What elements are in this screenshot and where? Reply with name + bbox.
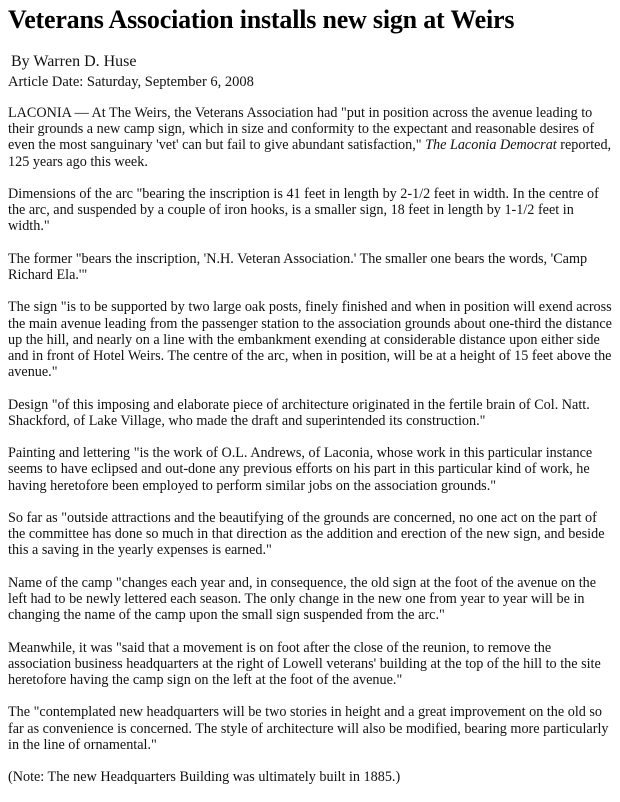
paragraph-inscription: The former "bears the inscription, 'N.H. Veteran Association.' The smaller one bears the words, 'Camp Richard Ela.'" <box>8 250 588 283</box>
paragraph-movement: Meanwhile, it was "said that a movement is on foot after the close of the reunion, to remove the association business headquarters at the right of Lowell veterans' building at the top of the hill to the site heretofore having the camp sign on the left at the foot of the avenue." <box>8 639 601 688</box>
byline: By Warren D. Huse <box>11 53 137 70</box>
paragraph-camp-name: Name of the camp "changes each year and, in consequence, the old sign at the foot of the avenue on the left had to be newly lettered each season. The only change in the new one from year to year will be in changing the name of the camp upon the small sign suspended from the arc." <box>8 574 597 624</box>
paragraph-attractions: So far as "outside attractions and the beautifying of the grounds are concerned, no one act on the part of the committee has done so much in that direction as the addition and erection of the new sign, and beside this a saving in the yearly expenses is earned." <box>8 509 605 559</box>
article-date: Article Date: Saturday, September 6, 2008 <box>8 74 254 90</box>
paragraph-lead <box>8 105 614 170</box>
paragraph-painting: Painting and lettering "is the work of O.L. Andrews, of Laconia, whose work in this particular instance seems to have eclipsed and out-done any previous efforts on his part in this particular kind of work, he having heretofore been employed to perform similar jobs on the association grounds." <box>8 445 593 494</box>
publication-name: The Laconia Democrat <box>425 137 557 154</box>
article-body <box>8 105 614 785</box>
lead-text-end: reported, 125 years ago this week. <box>8 137 612 170</box>
paragraph-support: The sign "is to be supported by two large oak posts, finely finished and when in position will exend across the main avenue leading from the passenger station to the association grounds about one-third the distance up the hill, and nearly on a line with the embankment exending at considerable distance upon either side and in front of Hotel Weirs. The centre of the arc, when in position, will be at a height of 15 feet above the avenue." <box>8 299 612 381</box>
lead-text: LACONIA — At The Weirs, the Veterans Association had "put in position across the avenue leading to their grounds a new camp sign, which in size and conformity to the expectant and reasonable desires of even the most sanguinary 'vet' can but fail to give abundant satisfaction," <box>8 105 595 154</box>
paragraph-dimensions: Dimensions of the arc "bearing the inscription is 41 feet in length by 2-1/2 feet in width. In the centre of the arc, and suspended by a couple of iron hooks, is a smaller sign, 18 feet in length by 1-1/2 feet in width." <box>8 186 599 235</box>
paragraph-headquarters: The "contemplated new headquarters will be two stories in height and a great improvement on the old so far as convenience is concerned. The style of architecture will also be modified, bearing more particularly in the line of ornamental." <box>8 704 609 753</box>
article-title: Veterans Association installs new sign at Weirs <box>8 5 515 34</box>
paragraph-design: Design "of this imposing and elaborate piece of architecture originated in the fertile brain of Col. Natt. Shackford, of Lake Village, who made the draft and superintended its construction." <box>8 396 590 429</box>
paragraph-note: (Note: The new Headquarters Building was ultimately built in 1885.) <box>8 769 401 786</box>
article <box>0 5 614 785</box>
